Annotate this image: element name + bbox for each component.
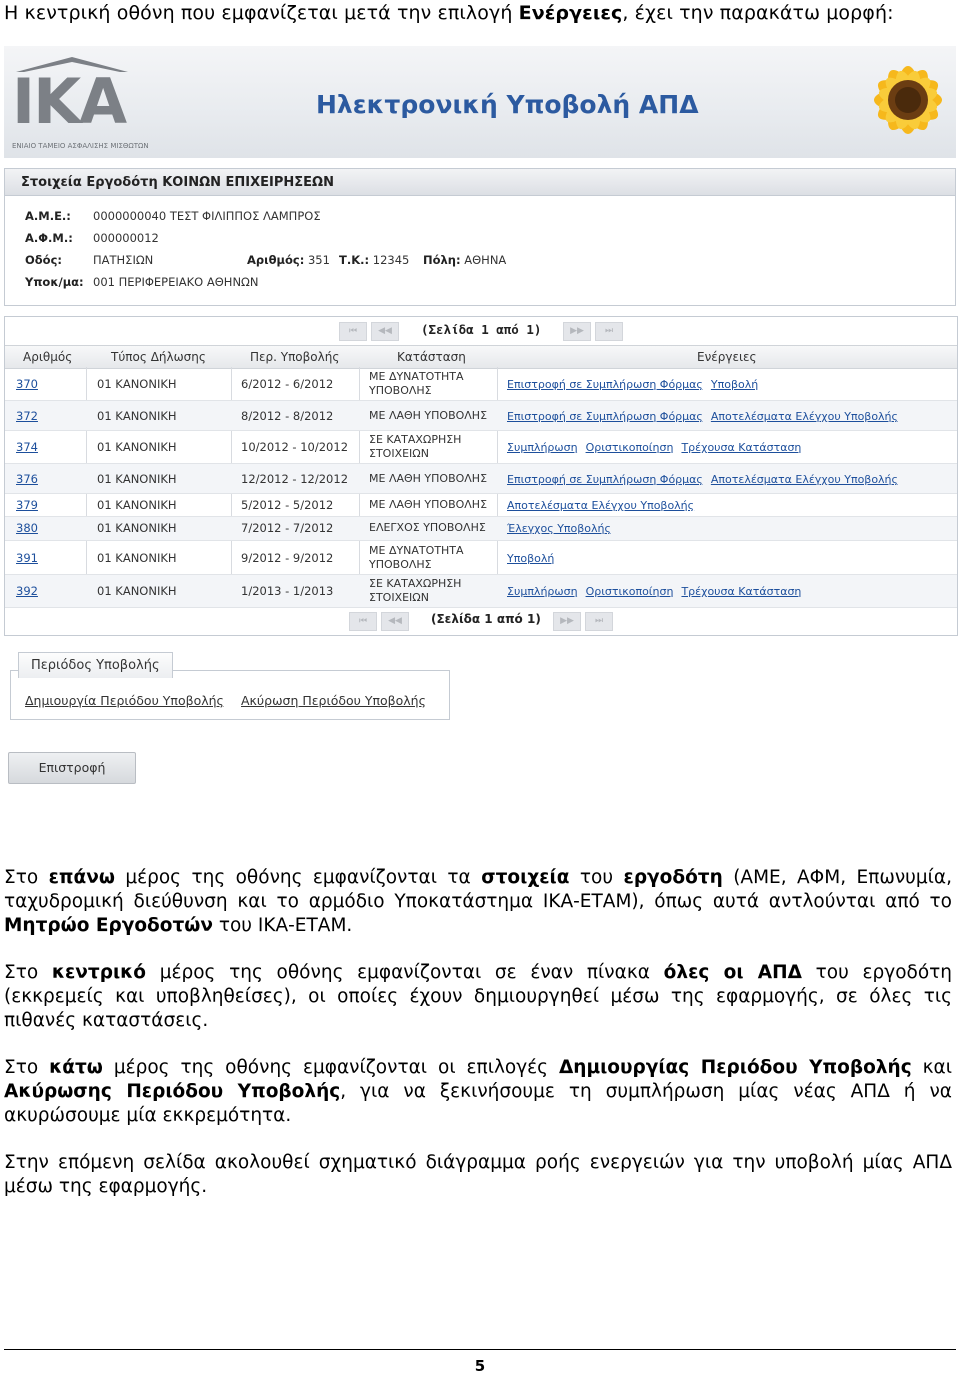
ame-value: 0000000040 ΤΕΣΤ ΦΙΛΙΠΠΟΣ ΛΑΜΠΡΟΣ (93, 209, 321, 223)
submission-period: 8/2012 - 8/2012 (241, 409, 334, 423)
return-to-form-link[interactable]: Επιστροφή σε Συμπλήρωση Φόρμας (507, 473, 703, 486)
current-status-link[interactable]: Τρέχουσα Κατάσταση (681, 441, 802, 454)
submission-period: 9/2012 - 9/2012 (241, 551, 334, 565)
branch-label: Υποκ/μα: (25, 275, 84, 289)
table-row (5, 464, 957, 494)
status-text: ΜΕ ΛΑΘΗ ΥΠΟΒΟΛΗΣ (369, 498, 488, 511)
check-results-link[interactable]: Αποτελέσματα Ελέγχου Υποβολής (710, 410, 898, 423)
status-text: ΜΕ ΛΑΘΗ ΥΠΟΒΟΛΗΣ (369, 409, 488, 422)
check-results-link[interactable]: Αποτελέσματα Ελέγχου Υποβολής (507, 499, 695, 512)
ika-logo: IKA ΕΝΙΑΙΟ ΤΑΜΕΙΟ ΑΣΦΑΛΙΣΗΣ ΜΙΣΘΩΤΩΝ (10, 54, 140, 154)
check-results-link[interactable]: Αποτελέσματα Ελέγχου Υποβολής (710, 473, 898, 486)
prev-page-button[interactable]: ◀◀ (371, 322, 399, 341)
submit-link[interactable]: Υποβολή (507, 552, 555, 565)
table-row (5, 517, 957, 541)
afm-value: 000000012 (93, 231, 159, 245)
row-actions (507, 472, 906, 486)
apd-id-link[interactable]: 372 (16, 409, 38, 423)
prev-page-button[interactable]: ◀◀ (381, 612, 409, 631)
submission-period: 10/2012 - 10/2012 (241, 440, 349, 454)
fill-in-link[interactable]: Συμπλήρωση (507, 441, 578, 454)
street-label: Οδός: (25, 253, 62, 267)
paragraph-next-page: Στην επόμενη σελίδα ακολουθεί σχηματικό διάγραμμα ροής ενεργειών για την υποβολή μίας ΑΠΔ μέσω της εφαρμογής. (4, 1152, 952, 1197)
status-text: ΣΕ ΚΑΤΑΧΩΡΗΣΗ ΣΤΟΙΧΕΙΩΝ (369, 577, 462, 604)
col-number[interactable]: Αριθμός (23, 350, 73, 364)
apd-id-link[interactable]: 370 (16, 377, 38, 391)
col-actions: Ενέργειες (697, 350, 757, 364)
apd-id-link[interactable]: 391 (16, 551, 38, 565)
return-to-form-link[interactable]: Επιστροφή σε Συμπλήρωση Φόρμας (507, 378, 703, 391)
last-page-button[interactable]: ⏭ (585, 612, 613, 631)
submission-period: 12/2012 - 12/2012 (241, 472, 349, 486)
tk-field: Τ.Κ.: 12345 (339, 253, 410, 267)
branch-value: 001 ΠΕΡΙΦΕΡΕΙΑΚΟ ΑΘΗΝΩΝ (93, 275, 259, 289)
row-actions (507, 498, 702, 512)
submission-period: 5/2012 - 5/2012 (241, 498, 334, 512)
cancel-period-link[interactable]: Ακύρωση Περιόδου Υποβολής (241, 693, 426, 708)
submit-link[interactable]: Υποβολή (710, 378, 759, 391)
row-actions (507, 440, 809, 454)
paragraph-bottom-section: Στο κάτω μέρος της οθόνης εμφανίζονται οι επιλογές Δημιουργίας Περιόδου Υποβολής και Ακύρωσης Περιόδου Υποβολής, για να ξεκινήσουμε τη συμπλήρωση μίας νέας ΑΠΔ ή να ακυρώσουμε μία εκκρεμότητα. (4, 1057, 952, 1126)
declaration-type: 01 ΚΑΝΟΝΙΚΗ (97, 472, 177, 486)
current-status-link[interactable]: Τρέχουσα Κατάσταση (681, 585, 802, 598)
next-page-button[interactable]: ▶▶ (553, 612, 581, 631)
page-indicator: (Σελίδα 1 από 1) (431, 612, 541, 626)
intro-text: Η κεντρική οθόνη που εμφανίζεται μετά την επιλογή Ενέργειες, έχει την παρακάτω μορφή: (4, 2, 894, 24)
back-button[interactable]: Επιστροφή (8, 752, 136, 784)
finalize-link[interactable]: Οριστικοποίηση (585, 441, 674, 454)
col-status[interactable]: Κατάσταση (397, 350, 466, 364)
app-banner (4, 46, 956, 158)
apd-id-link[interactable]: 392 (16, 584, 38, 598)
first-page-button[interactable]: ⏮ (339, 322, 367, 341)
apd-id-link[interactable]: 379 (16, 498, 38, 512)
declaration-type: 01 ΚΑΝΟΝΙΚΗ (97, 584, 177, 598)
apd-id-link[interactable]: 376 (16, 472, 38, 486)
declaration-type: 01 ΚΑΝΟΝΙΚΗ (97, 377, 177, 391)
apd-id-link[interactable]: 380 (16, 521, 38, 535)
col-type[interactable]: Τύπος Δήλωσης (111, 350, 206, 364)
period-tab[interactable]: Περιόδος Υποβολής (18, 652, 173, 678)
page-number: 5 (474, 1357, 486, 1375)
table-row (5, 401, 957, 431)
status-text: ΜΕ ΛΑΘΗ ΥΠΟΒΟΛΗΣ (369, 472, 488, 485)
submission-period: 1/2013 - 1/2013 (241, 584, 334, 598)
table-row (5, 541, 957, 575)
sunflower-icon (830, 46, 956, 158)
page-indicator: (Σελίδα 1 από 1) (421, 322, 542, 337)
col-period[interactable]: Περ. Υποβολής (250, 350, 340, 364)
row-actions (507, 551, 562, 565)
return-to-form-link[interactable]: Επιστροφή σε Συμπλήρωση Φόρμας (507, 410, 703, 423)
footer-divider (4, 1349, 956, 1350)
apd-id-link[interactable]: 374 (16, 440, 38, 454)
table-header (5, 345, 957, 369)
app-title: Ηλεκτρονική Υποβολή ΑΠΔ (316, 90, 699, 119)
afm-label: Α.Φ.Μ.: (25, 231, 73, 245)
fill-in-link[interactable]: Συμπλήρωση (507, 585, 578, 598)
paragraph-top-section: Στο επάνω μέρος της οθόνης εμφανίζονται τα στοιχεία του εργοδότη (ΑΜΕ, ΑΦΜ, Επωνυμία, ταχυδρομική διεύθυνση και το αρμόδιο Υποκατάστημα ΙΚΑ-ΕΤΑΜ), όπως αυτά αντλούνται από το Μητρώο Εργοδοτών του ΙΚΑ-ΕΤΑΜ. (4, 867, 952, 936)
status-text: ΜΕ ΔΥΝΑΤΟΤΗΤΑ ΥΠΟΒΟΛΗΣ (369, 544, 464, 571)
table-row (5, 368, 957, 401)
pager-top (5, 319, 957, 343)
finalize-link[interactable]: Οριστικοποίηση (585, 585, 674, 598)
first-page-button[interactable]: ⏮ (349, 612, 377, 631)
employer-panel-heading: Στοιχεία Εργοδότη ΚΟΙΝΩΝ ΕΠΙΧΕΙΡΗΣΕΩΝ (5, 169, 955, 196)
declaration-type: 01 ΚΑΝΟΝΙΚΗ (97, 440, 177, 454)
table-row (5, 431, 957, 464)
next-page-button[interactable]: ▶▶ (563, 322, 591, 341)
declaration-type: 01 ΚΑΝΟΝΙΚΗ (97, 409, 177, 423)
table-row (5, 575, 957, 608)
status-text: ΕΛΕΓΧΟΣ ΥΠΟΒΟΛΗΣ (369, 521, 486, 534)
paragraph-central-section: Στο κεντρικό μέρος της οθόνης εμφανίζονται σε έναν πίνακα όλες οι ΑΠΔ του εργοδότη (εκκρεμείς και υποβληθείσες), οι οποίες έχουν δημιουργηθεί μέσω της εφαρμογής, σε όλες τις πιθανές καταστάσεις. (4, 962, 953, 1031)
submission-period: 6/2012 - 6/2012 (241, 377, 334, 391)
row-actions (507, 377, 766, 391)
declaration-type: 01 ΚΑΝΟΝΙΚΗ (97, 551, 177, 565)
submission-period: 7/2012 - 7/2012 (241, 521, 334, 535)
status-text: ΣΕ ΚΑΤΑΧΩΡΗΣΗ ΣΤΟΙΧΕΙΩΝ (369, 433, 462, 460)
pager-bottom (5, 609, 957, 633)
employer-panel (4, 168, 956, 306)
declaration-type: 01 ΚΑΝΟΝΙΚΗ (97, 498, 177, 512)
row-actions (507, 584, 809, 598)
submission-check-link[interactable]: Έλεγχος Υποβολής (507, 522, 611, 535)
last-page-button[interactable]: ⏭ (595, 322, 623, 341)
ame-field: Α.Μ.Ε.: (25, 209, 71, 223)
city-field: Πόλη: ΑΘΗΝΑ (423, 253, 507, 267)
status-text: ΜΕ ΔΥΝΑΤΟΤΗΤΑ ΥΠΟΒΟΛΗΣ (369, 370, 464, 397)
row-actions (507, 521, 619, 535)
street-value: ΠΑΤΗΣΙΩΝ (93, 253, 154, 267)
app-screenshot (4, 46, 956, 775)
row-actions (507, 409, 906, 423)
number-field: Αριθμός: 351 (247, 253, 330, 267)
apd-table (4, 316, 958, 636)
declaration-type: 01 ΚΑΝΟΝΙΚΗ (97, 521, 177, 535)
table-row (5, 494, 957, 517)
create-period-link[interactable]: Δημιουργία Περιόδου Υποβολής (25, 693, 224, 708)
